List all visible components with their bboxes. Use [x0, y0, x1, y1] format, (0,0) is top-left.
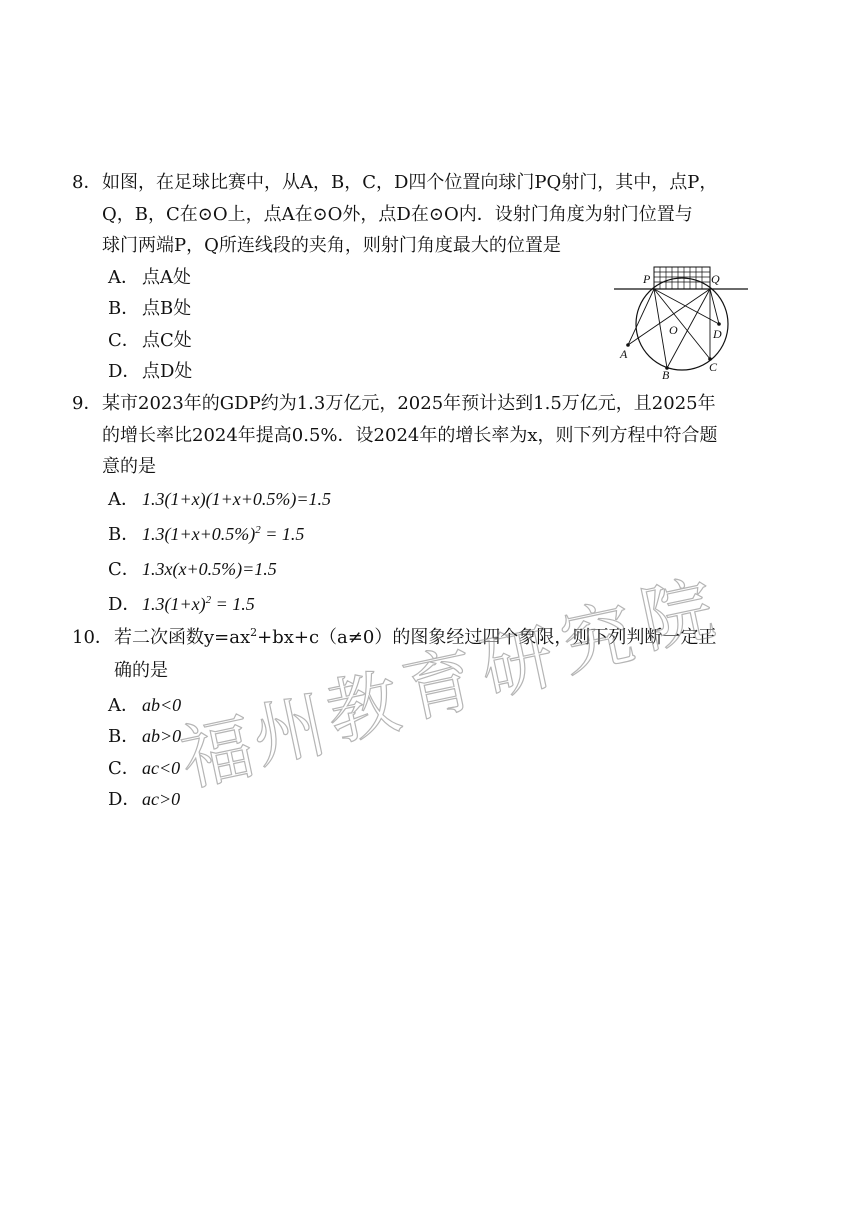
watermark-char: 育	[395, 636, 484, 734]
q9-line-1: 某市2023年的GDP约为1.3万亿元，2025年预计达到1.5万亿元，且2025年	[102, 393, 716, 414]
option-letter: A．	[108, 489, 139, 510]
label-o: O	[669, 323, 678, 337]
label-q: Q	[711, 272, 720, 286]
option-text: ab<0	[142, 695, 182, 715]
q8-option-d	[108, 357, 192, 387]
label-c: C	[709, 360, 718, 374]
q8-option-c	[108, 326, 192, 356]
watermark-char: 教	[319, 659, 408, 757]
q10-line-1: 若二次函数$y=ax^2+bx+c(a\ne 0)$的图象经过四个象限，则下列判断一定正	[114, 626, 717, 648]
q9-line-2: 的增长率比2024年提高0.5%．设2024年的增长率为x，则下列方程中符合题	[102, 425, 718, 446]
watermark-char: 福	[173, 704, 262, 802]
label-b: B	[662, 368, 670, 382]
option-text: 点C处	[142, 330, 192, 351]
option-letter: C．	[108, 559, 140, 580]
q8-line-1: 如图，在足球比赛中，从A，B，C，D四个位置向球门PQ射门，其中，点P，	[102, 172, 718, 193]
option-letter: D．	[108, 594, 141, 615]
q10-option-c	[108, 753, 180, 784]
option-text: 点D处	[142, 361, 193, 382]
option-text: ab>0	[142, 726, 182, 746]
option-text: $1.3(1+x+0.5\%)^2 = 1.5$	[142, 524, 305, 544]
q8-line-3: 球门两端P，Q所连线段的夹角，则射门角度最大的位置是	[102, 235, 561, 256]
option-text: $1.3(1+x)^2 = 1.5$	[142, 594, 255, 614]
q9-option-d	[108, 589, 255, 620]
q8-number: 8．	[72, 172, 102, 193]
watermark-char: 院	[633, 566, 722, 664]
option-letter: B．	[108, 298, 140, 319]
q8-option-b	[108, 294, 191, 324]
label-a: A	[620, 347, 628, 361]
option-text: 点A处	[142, 267, 191, 288]
soccer-goal-circle-figure	[612, 262, 752, 382]
option-letter: A．	[108, 695, 139, 716]
watermark-char: 州	[245, 682, 334, 780]
option-letter: C．	[108, 758, 140, 779]
q10-option-d	[108, 784, 180, 815]
option-letter: B．	[108, 726, 140, 747]
q9-option-c	[108, 554, 277, 585]
q10-number: 10．	[72, 627, 113, 648]
option-text: 1.3x(x+0.5%)=1.5	[142, 559, 277, 579]
q9-number: 9．	[72, 393, 102, 414]
watermark-char: 究	[553, 590, 642, 688]
option-text: 1.3(1+x)(1+x+0.5%)=1.5	[142, 489, 332, 509]
label-p: P	[643, 272, 651, 286]
q8-line-2: Q，B，C在⊙O上，点A在⊙O外，点D在⊙O内．设射门角度为射门位置与	[102, 204, 693, 225]
option-text: ac<0	[142, 758, 181, 778]
q10-line-2: 确的是	[114, 660, 168, 681]
watermark-char: 研	[473, 614, 562, 712]
option-letter: B．	[108, 524, 140, 545]
option-letter: D．	[108, 789, 141, 810]
option-text: 点B处	[142, 298, 192, 319]
q9-option-b	[108, 519, 304, 550]
q10-option-a	[108, 690, 181, 721]
label-d: D	[713, 327, 722, 341]
option-text: ac>0	[142, 789, 181, 809]
q9-option-a	[108, 484, 331, 515]
q9-line-3: 意的是	[102, 456, 156, 477]
option-letter: A．	[108, 267, 139, 288]
q10-option-b	[108, 721, 181, 752]
q8-option-a	[108, 263, 191, 293]
option-letter: D．	[108, 361, 141, 382]
option-letter: C．	[108, 330, 140, 351]
